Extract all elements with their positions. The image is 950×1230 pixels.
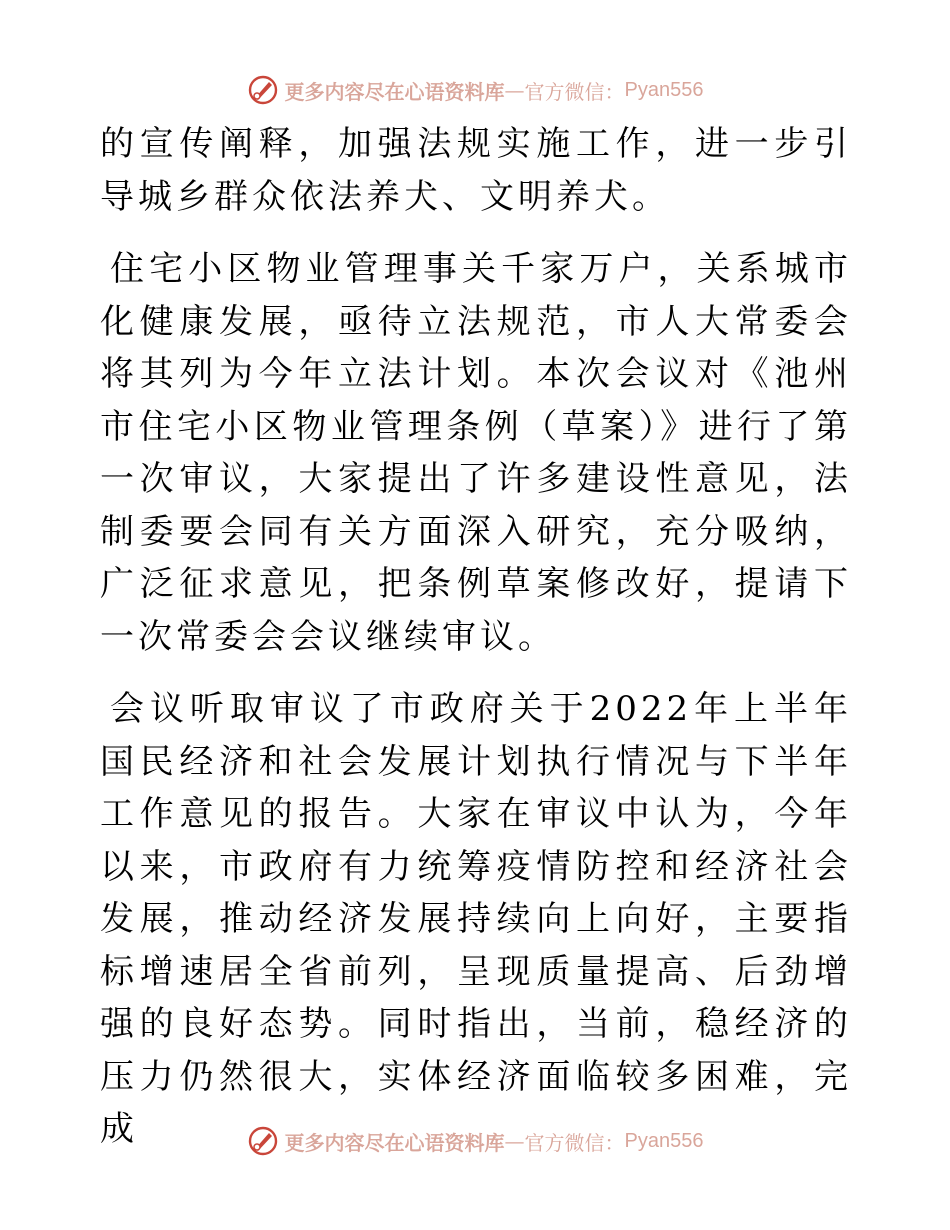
paragraph-1: 的宣传阐释，加强法规实施工作，进一步引导城乡群众依法养犬、文明养犬。 xyxy=(100,124,852,217)
watermark-separator: — xyxy=(504,1129,525,1153)
watermark-wechat-label: 官方微信： xyxy=(524,79,625,104)
header-watermark xyxy=(0,70,950,110)
watermark-separator: — xyxy=(504,78,525,102)
footer-watermark xyxy=(0,1121,950,1161)
watermark-wechat-id: Pyan556 xyxy=(624,78,704,101)
paragraph-2: 住宅小区物业管理事关千家万户，关系城市化健康发展，亟待立法规范，市人大常委会将其列为今年立法计划。本次会议对《池州市住宅小区物业管理条例（草案）》进行了第一次审议，大家提出了许多建设性意见，法制委要会同有关方面深入研究，充分吸纳，广泛征求意见，把条例草案修改好，提请下一次常委会会议继续审议。 xyxy=(100,249,852,657)
watermark-site-text: 更多内容尽在心语资料库 xyxy=(284,1130,505,1155)
watermark-site-text: 更多内容尽在心语资料库 xyxy=(284,79,505,104)
paragraph-3: 会议听取审议了市政府关于2022年上半年国民经济和社会发展计划执行情况与下半年工作意见的报告。大家在审议中认为，今年以来，市政府有力统筹疫情防控和经济社会发展，推动经济发展持续向上向好，主要指标增速居全省前列，呈现质量提高、后劲增强的良好态势。同时指出，当前，稳经济的压力仍然很大，实体经济面临较多困难，完成 xyxy=(100,689,852,1149)
watermark-wechat-id: Pyan556 xyxy=(624,1129,704,1152)
document-body xyxy=(100,118,852,1156)
logo-icon xyxy=(247,74,279,106)
watermark-wechat-label: 官方微信： xyxy=(524,1130,625,1155)
logo-icon xyxy=(247,1125,279,1157)
